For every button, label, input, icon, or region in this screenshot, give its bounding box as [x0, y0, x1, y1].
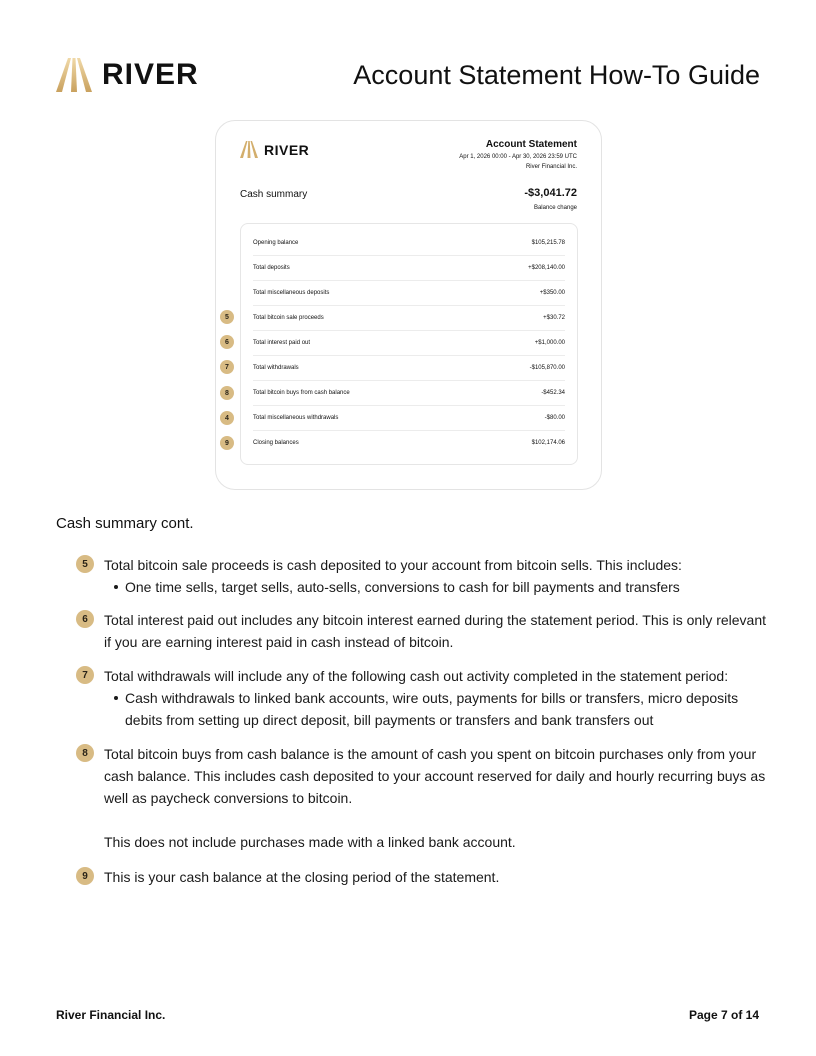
- explanation-item: [76, 554, 776, 598]
- logo-text: RIVER: [102, 58, 199, 91]
- item-text: Total bitcoin sale proceeds is cash deposited to your account from bitcoin sells. This includes:: [104, 557, 682, 573]
- river-logo-icon: [240, 141, 258, 158]
- page-number: Page 7 of 14: [688, 1008, 759, 1022]
- summary-row: [253, 430, 565, 455]
- summary-row: [253, 355, 565, 381]
- row-label: Total bitcoin sale proceeds: [253, 314, 324, 321]
- statement-preview-card: [215, 120, 602, 490]
- balance-change-label: Balance change: [533, 205, 577, 211]
- item-text: Total withdrawals will include any of the following cash out activity completed in the statement period:: [104, 668, 729, 684]
- bullet-item: Cash withdrawals to linked bank accounts, wire outs, payments for bills or transfers, micro deposits debits from setting up direct deposit, bill payments or transfers and bank transfers out: [125, 687, 776, 731]
- callout-badge: 6: [220, 335, 234, 349]
- number-badge: 5: [76, 555, 94, 573]
- summary-row: [253, 405, 565, 431]
- row-label: Total interest paid out: [253, 339, 311, 346]
- row-value: +$350.00: [539, 289, 565, 296]
- bullet-item: One time sells, target sells, auto-sells, conversions to cash for bill payments and transfers: [125, 576, 776, 598]
- river-logo-icon: [56, 58, 92, 92]
- explanation-item: [76, 866, 776, 888]
- number-badge: 7: [76, 666, 94, 684]
- callout-badge: 8: [220, 386, 234, 400]
- row-label: Total withdrawals: [253, 364, 299, 371]
- row-value: +$208,140.00: [528, 264, 565, 271]
- number-badge: 9: [76, 867, 94, 885]
- number-badge: 6: [76, 610, 94, 628]
- statement-header: [459, 139, 577, 170]
- row-value: +$30.72: [543, 314, 565, 321]
- statement-dates: Apr 1, 2026 00:00 - Apr 30, 2026 23:59 UTC: [459, 154, 577, 160]
- statement-title: Account Statement: [485, 139, 577, 150]
- explanation-item: [76, 665, 776, 731]
- cash-summary-label: Cash summary: [240, 189, 308, 200]
- summary-row: [253, 255, 565, 281]
- statement-logo: [240, 141, 309, 158]
- item-text: Total interest paid out includes any bitcoin interest earned during the statement period. This is only relevant if you are earning interest paid in cash instead of bitcoin.: [104, 612, 767, 650]
- row-value: -$80.00: [544, 414, 565, 421]
- item-text: This is your cash balance at the closing period of the statement.: [104, 869, 500, 885]
- statement-company: River Financial Inc.: [525, 164, 577, 170]
- row-value: -$105,870.00: [529, 364, 565, 371]
- balance-change-amount: -$3,041.72: [524, 187, 577, 199]
- summary-row: [253, 230, 565, 256]
- row-label: Opening balance: [253, 239, 299, 246]
- cash-summary-table: [240, 223, 578, 465]
- river-logo: [56, 58, 199, 92]
- row-value: $102,174.06: [531, 439, 565, 446]
- item-text: Total bitcoin buys from cash balance is the amount of cash you spent on bitcoin purchases only from your cash balance. This includes cash deposited to your account reserved for daily and hourly recurring buys as well as paycheck conversions to bitcoin.: [104, 746, 766, 806]
- number-badge: 8: [76, 744, 94, 762]
- page-title: Account Statement How-To Guide: [353, 60, 760, 90]
- summary-row: [253, 380, 565, 406]
- row-label: Total miscellaneous withdrawals: [253, 414, 339, 421]
- footer-company: River Financial Inc.: [56, 1008, 166, 1022]
- row-label: Total bitcoin buys from cash balance: [253, 389, 350, 396]
- row-label: Total deposits: [253, 264, 290, 271]
- explanation-item: [76, 743, 776, 853]
- callout-badge: 4: [220, 411, 234, 425]
- summary-row: [253, 305, 565, 331]
- row-value: +$1,000.00: [534, 339, 565, 346]
- row-value: -$452.34: [541, 389, 565, 396]
- callout-badge: 5: [220, 310, 234, 324]
- section-title: Cash summary cont.: [56, 515, 194, 532]
- row-label: Closing balances: [253, 439, 299, 446]
- callout-badge: 7: [220, 360, 234, 374]
- row-label: Total miscellaneous deposits: [253, 289, 330, 296]
- summary-row: [253, 330, 565, 356]
- item-note: This does not include purchases made with a linked bank account.: [104, 834, 516, 850]
- explanation-item: [76, 609, 776, 653]
- statement-logo-text: RIVER: [264, 141, 310, 158]
- callout-badge: 9: [220, 436, 234, 450]
- summary-row: [253, 280, 565, 306]
- row-value: $105,215.78: [531, 239, 565, 246]
